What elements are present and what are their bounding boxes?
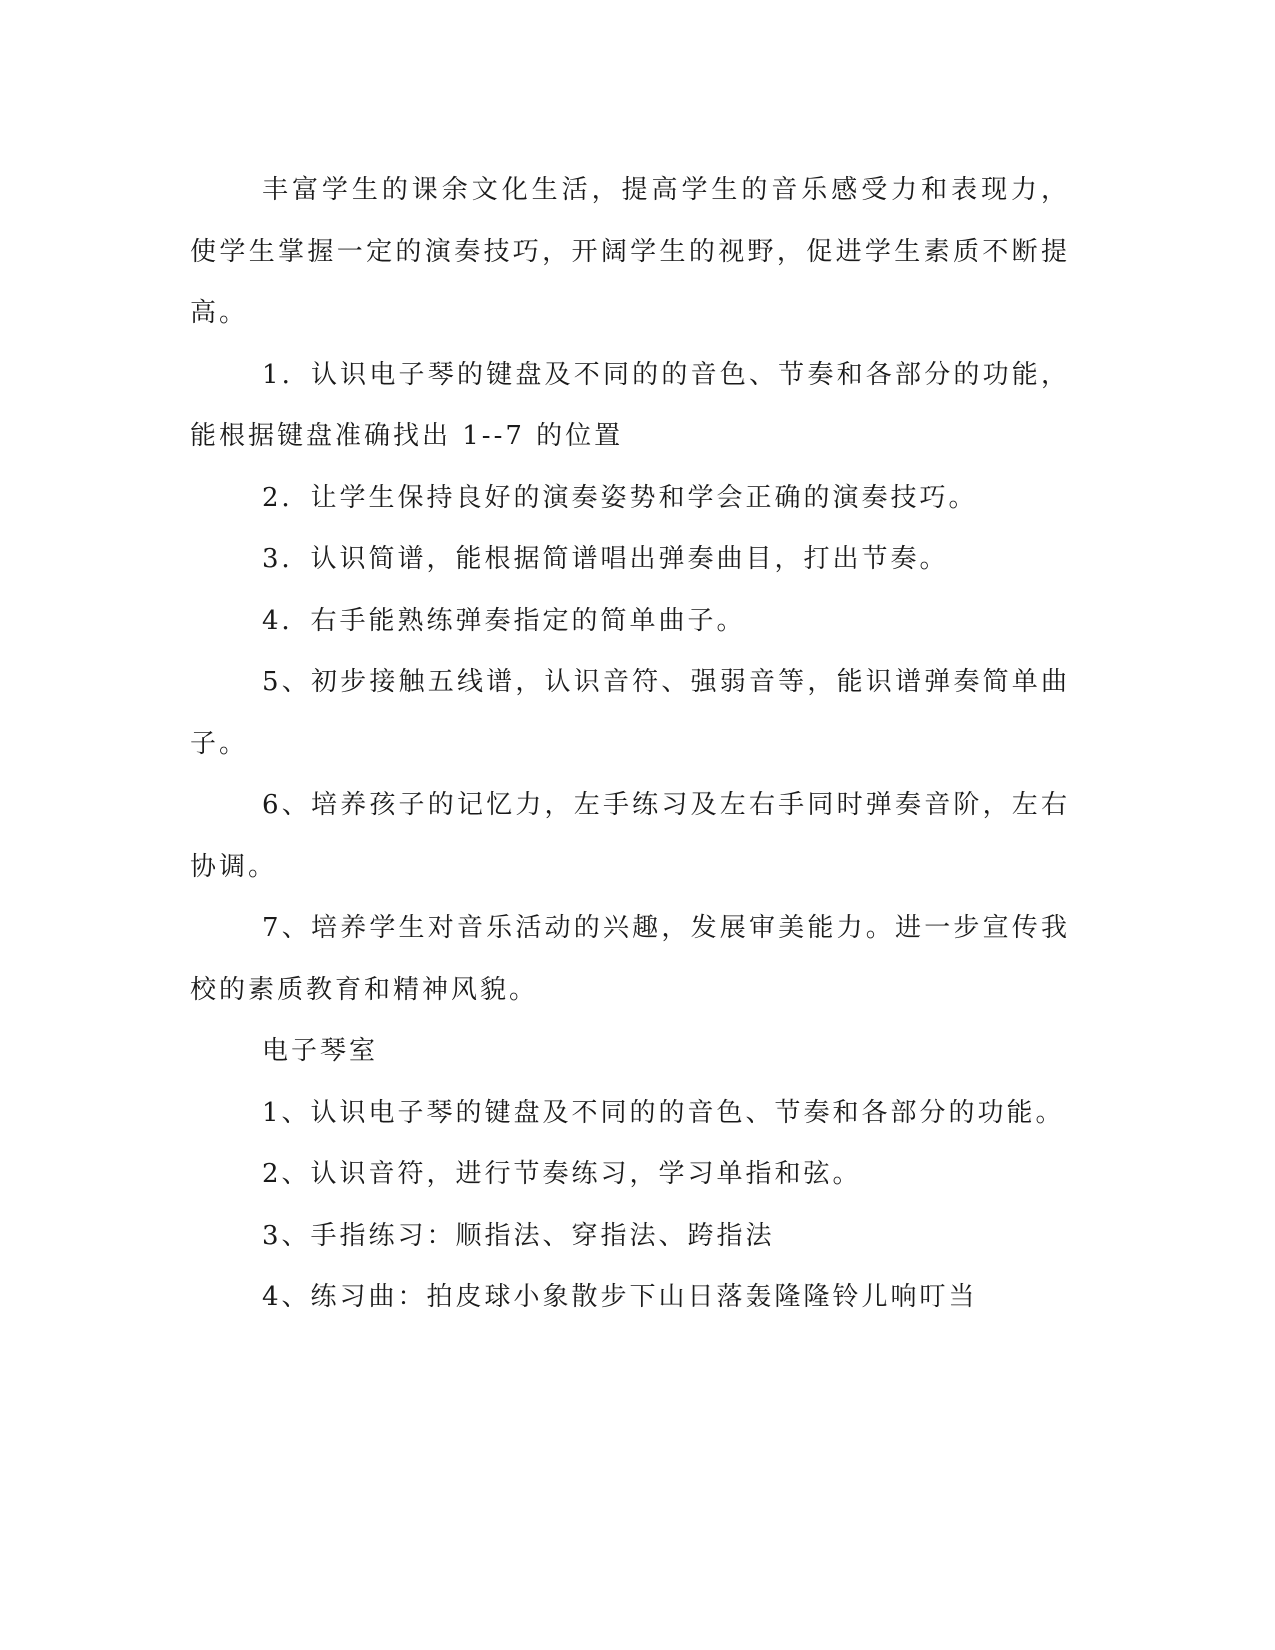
intro-paragraph: 丰富学生的课余文化生活，提高学生的音乐感受力和表现力，使学生掌握一定的演奏技巧，开阔学生的视野，促进学生素质不断提高。 bbox=[190, 175, 1070, 328]
content-item-1: 1、认识电子琴的键盘及不同的的音色、节奏和各部分的功能。 bbox=[262, 1097, 1065, 1128]
content-item-4: 4、练习曲：拍皮球小象散步下山日落轰隆隆铃儿响叮当 bbox=[262, 1282, 978, 1312]
goal-item-3: 3．认识简谱，能根据简谱唱出弹奏曲目，打出节奏。 bbox=[262, 544, 949, 574]
goal-item-4: 4．右手能熟练弹奏指定的简单曲子。 bbox=[262, 605, 746, 636]
section-heading: 电子琴室 bbox=[262, 1036, 379, 1066]
content-item-2: 2、认识音符，进行节奏练习，学习单指和弦。 bbox=[262, 1159, 862, 1189]
goal-item-7: 7、培养学生对音乐活动的兴趣，发展审美能力。进一步宣传我校的素质教育和精神风貌。 bbox=[190, 913, 1070, 1005]
goal-item-5: 5、初步接触五线谱，认识音符、强弱音等，能识谱弹奏简单曲子。 bbox=[190, 667, 1070, 759]
goal-item-6: 6、培养孩子的记忆力，左手练习及左右手同时弹奏音阶，左右协调。 bbox=[190, 790, 1070, 882]
content-item-3: 3、手指练习：顺指法、穿指法、跨指法 bbox=[262, 1220, 775, 1251]
goal-item-2: 2．让学生保持良好的演奏姿势和学会正确的演奏技巧。 bbox=[262, 482, 978, 513]
goal-item-1: 1．认识电子琴的键盘及不同的的音色、节奏和各部分的功能，能根据键盘准确找出 1--7 的位置 bbox=[190, 359, 1070, 451]
document-body bbox=[190, 160, 1070, 1329]
